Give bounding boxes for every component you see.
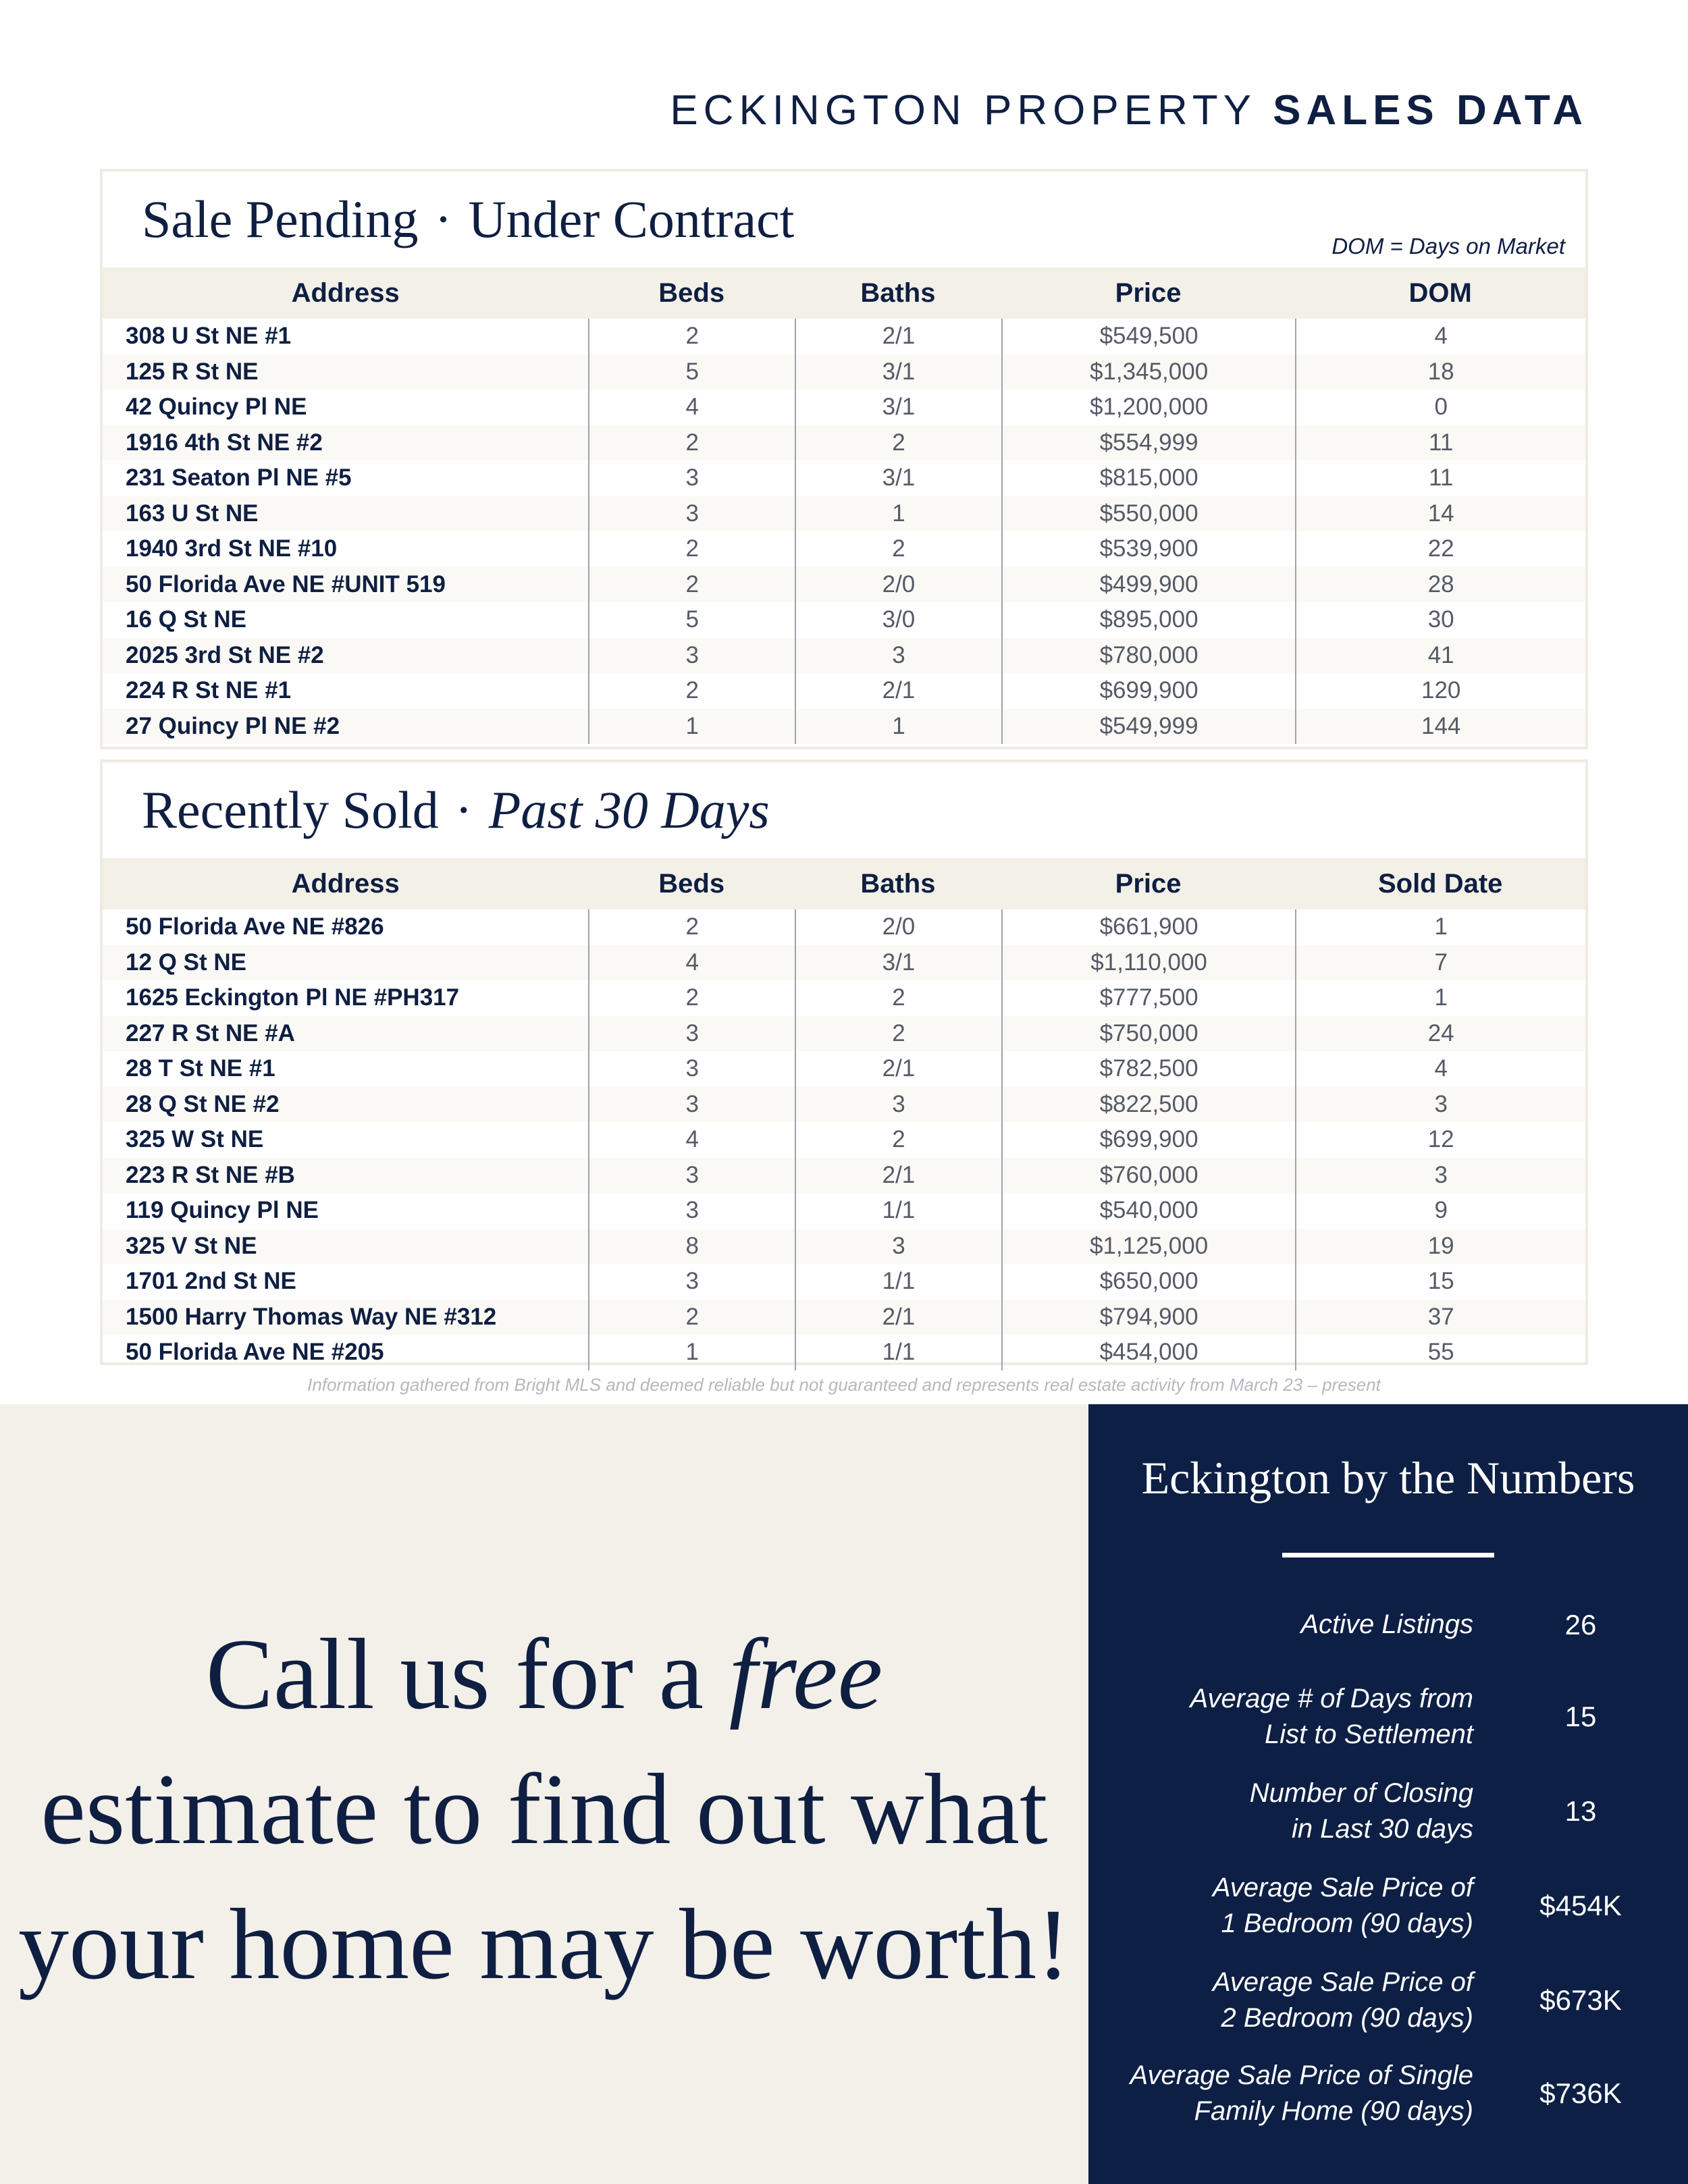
stat-label-line-1: Average Sale Price of xyxy=(1212,1873,1473,1902)
cell-address: 1940 3rd St NE #10 xyxy=(126,535,338,562)
cell-baths: 3/1 xyxy=(795,390,1001,425)
cta-line-2: estimate to find out what xyxy=(41,1753,1048,1865)
stat-item xyxy=(1088,1870,1688,1942)
cell-baths: 3/1 xyxy=(795,354,1001,390)
cell-days: 120 xyxy=(1295,673,1585,709)
cell-days: 12 xyxy=(1295,1122,1585,1158)
cell-price: $822,500 xyxy=(1001,1087,1296,1123)
stat-label-line-2: 1 Bedroom (90 days) xyxy=(1221,1909,1473,1938)
cell-baths: 2 xyxy=(795,1122,1001,1158)
cta-emphasis: free xyxy=(729,1618,883,1730)
cell-beds: 3 xyxy=(588,1016,795,1052)
cell-address: 42 Quincy Pl NE xyxy=(126,394,307,421)
cell-address: 119 Quincy Pl NE xyxy=(126,1197,319,1224)
column-header-price: Price xyxy=(1115,868,1182,899)
cell-address: 27 Quincy Pl NE #2 xyxy=(126,712,340,739)
sold-title-main: Recently Sold xyxy=(142,780,439,839)
cell-address: 231 Seaton Pl NE #5 xyxy=(126,464,352,491)
stat-label-line-1: Average Sale Price of xyxy=(1212,1967,1473,1997)
cell-days: 30 xyxy=(1295,602,1585,638)
cell-price: $540,000 xyxy=(1001,1193,1296,1229)
stat-label-line-2: in Last 30 days xyxy=(1291,1814,1473,1844)
numbers-title: Eckington by the Numbers xyxy=(1141,1452,1635,1503)
cta-line-1 xyxy=(0,1607,1088,1742)
sold-title xyxy=(142,780,770,841)
cell-days: 4 xyxy=(1295,319,1585,354)
cell-baths: 2 xyxy=(795,425,1001,461)
table-row xyxy=(103,1122,1585,1158)
table-row xyxy=(103,602,1585,638)
cell-days: 0 xyxy=(1295,390,1585,425)
table-row xyxy=(103,1264,1585,1300)
stat-label xyxy=(1088,1681,1473,1753)
table-header xyxy=(103,858,1585,909)
stat-value: $736K xyxy=(1539,2077,1622,2109)
cell-baths: 2/1 xyxy=(795,319,1001,354)
cell-beds: 8 xyxy=(588,1229,795,1264)
cell-beds: 4 xyxy=(588,945,795,981)
cell-days: 1 xyxy=(1295,909,1585,945)
table-row xyxy=(103,709,1585,745)
column-header-address: Address xyxy=(291,277,400,308)
cell-days: 18 xyxy=(1295,354,1585,390)
cell-baths: 3/1 xyxy=(795,460,1001,496)
cell-baths: 3/0 xyxy=(795,602,1001,638)
cell-price: $1,125,000 xyxy=(1001,1229,1296,1264)
cell-address: 50 Florida Ave NE #205 xyxy=(126,1339,384,1366)
cell-price: $1,110,000 xyxy=(1001,945,1296,981)
cell-price: $699,900 xyxy=(1001,673,1296,709)
cell-beds: 3 xyxy=(588,1158,795,1194)
table-row xyxy=(103,638,1585,674)
table-body xyxy=(103,319,1585,744)
table-row xyxy=(103,390,1585,425)
cell-price: $554,999 xyxy=(1001,425,1296,461)
cell-baths: 2 xyxy=(795,531,1001,567)
cell-days: 19 xyxy=(1295,1229,1585,1264)
cell-beds: 2 xyxy=(588,319,795,354)
stat-label-line-1: Average Sale Price of Single xyxy=(1130,2060,1473,2090)
cell-beds: 2 xyxy=(588,909,795,945)
stat-item xyxy=(1088,1965,1688,2036)
cell-price: $794,900 xyxy=(1001,1300,1296,1335)
title-divider xyxy=(1282,1553,1494,1557)
pending-title xyxy=(142,189,794,250)
sold-panel xyxy=(100,760,1588,1365)
cell-days: 4 xyxy=(1295,1051,1585,1087)
sold-table xyxy=(103,858,1585,1370)
stat-value: 26 xyxy=(1564,1608,1597,1641)
table-row xyxy=(103,1193,1585,1229)
cell-days: 1 xyxy=(1295,980,1585,1016)
cell-days: 11 xyxy=(1295,425,1585,461)
cell-days: 11 xyxy=(1295,460,1585,496)
table-row xyxy=(103,945,1585,981)
cell-price: $549,999 xyxy=(1001,709,1296,745)
pending-title-sub: Under Contract xyxy=(468,190,795,248)
stat-item xyxy=(1088,1607,1688,1643)
stat-item xyxy=(1088,1681,1688,1753)
cell-beds: 4 xyxy=(588,390,795,425)
column-header-baths: Baths xyxy=(860,277,936,308)
cell-address: 50 Florida Ave NE #UNIT 519 xyxy=(126,570,446,597)
cell-days: 3 xyxy=(1295,1158,1585,1194)
cell-address: 2025 3rd St NE #2 xyxy=(126,641,324,668)
pending-table xyxy=(103,267,1585,744)
cell-beds: 3 xyxy=(588,1264,795,1300)
cell-days: 28 xyxy=(1295,567,1585,603)
table-row xyxy=(103,1087,1585,1123)
cell-address: 16 Q St NE xyxy=(126,606,246,633)
table-body xyxy=(103,909,1585,1370)
cell-price: $1,345,000 xyxy=(1001,354,1296,390)
cell-price: $750,000 xyxy=(1001,1016,1296,1052)
stat-value: 15 xyxy=(1564,1701,1597,1732)
pending-title-main: Sale Pending xyxy=(142,190,419,248)
dom-legend-note: DOM = Days on Market xyxy=(1331,234,1565,259)
cell-days: 22 xyxy=(1295,531,1585,567)
stat-item xyxy=(1088,1776,1688,1847)
cta-section xyxy=(0,1404,1088,2184)
sold-title-sub: Past 30 Days xyxy=(488,780,770,839)
stat-label-line-2: List to Settlement xyxy=(1264,1720,1473,1749)
cell-price: $650,000 xyxy=(1001,1264,1296,1300)
cell-price: $699,900 xyxy=(1001,1122,1296,1158)
stat-label xyxy=(1088,2058,1473,2129)
cell-address: 28 Q St NE #2 xyxy=(126,1090,280,1117)
cell-address: 1916 4th St NE #2 xyxy=(126,429,323,456)
disclaimer-text: Information gathered from Bright MLS and deemed reliable but not guaranteed and represents real estate activity from March 23 – present xyxy=(307,1375,1381,1395)
stat-item xyxy=(1088,2058,1688,2129)
cell-price: $760,000 xyxy=(1001,1158,1296,1194)
stat-value: 13 xyxy=(1564,1795,1597,1827)
stat-label-line-2: Family Home (90 days) xyxy=(1194,2096,1473,2126)
stat-label xyxy=(1088,1776,1473,1847)
cell-price: $780,000 xyxy=(1001,638,1296,674)
cell-address: 224 R St NE #1 xyxy=(126,677,292,704)
column-header-beds: Beds xyxy=(658,277,725,308)
cell-beds: 2 xyxy=(588,425,795,461)
cell-days: 24 xyxy=(1295,1016,1585,1052)
cell-baths: 2/0 xyxy=(795,909,1001,945)
cell-address: 50 Florida Ave NE #826 xyxy=(126,913,384,940)
cell-beds: 1 xyxy=(588,709,795,745)
stat-value: $454K xyxy=(1539,1890,1622,1921)
cell-address: 325 W St NE xyxy=(126,1126,264,1153)
table-row xyxy=(103,496,1585,532)
column-header-price: Price xyxy=(1115,277,1182,308)
cell-days: 55 xyxy=(1295,1335,1585,1370)
stat-value: $673K xyxy=(1539,1984,1622,2016)
title-separator: · xyxy=(454,780,473,839)
cell-days: 37 xyxy=(1295,1300,1585,1335)
cell-baths: 3 xyxy=(795,1087,1001,1123)
table-row xyxy=(103,1335,1585,1370)
cell-price: $661,900 xyxy=(1001,909,1296,945)
table-row xyxy=(103,319,1585,354)
cell-days: 41 xyxy=(1295,638,1585,674)
cell-beds: 2 xyxy=(588,673,795,709)
cell-address: 12 Q St NE xyxy=(126,949,246,976)
cell-address: 325 V St NE xyxy=(126,1232,257,1259)
numbers-panel xyxy=(1088,1404,1688,2184)
cell-baths: 2/1 xyxy=(795,1051,1001,1087)
table-row xyxy=(103,531,1585,567)
cell-beds: 3 xyxy=(588,1051,795,1087)
table-row xyxy=(103,1158,1585,1194)
cell-baths: 1/1 xyxy=(795,1193,1001,1229)
cell-beds: 5 xyxy=(588,602,795,638)
table-row xyxy=(103,1300,1585,1335)
table-header xyxy=(103,267,1585,319)
cell-days: 7 xyxy=(1295,945,1585,981)
table-row xyxy=(103,673,1585,709)
cell-days: 3 xyxy=(1295,1087,1585,1123)
cell-baths: 2/0 xyxy=(795,567,1001,603)
title-separator: · xyxy=(434,190,452,248)
cell-beds: 2 xyxy=(588,531,795,567)
cell-address: 308 U St NE #1 xyxy=(126,323,292,350)
cell-baths: 2/1 xyxy=(795,673,1001,709)
cell-beds: 3 xyxy=(588,638,795,674)
cell-baths: 2 xyxy=(795,1016,1001,1052)
stat-label-line-2: 2 Bedroom (90 days) xyxy=(1221,2003,1473,2033)
column-header-baths: Baths xyxy=(860,868,936,899)
table-row xyxy=(103,1016,1585,1052)
cta-text xyxy=(0,1607,1088,2012)
cta-line-3: your home may be worth! xyxy=(18,1888,1070,2000)
stat-label xyxy=(1088,1870,1473,1942)
cell-beds: 3 xyxy=(588,1193,795,1229)
cell-beds: 4 xyxy=(588,1122,795,1158)
cta-line-1-text: Call us for a xyxy=(205,1618,729,1730)
cell-days: 14 xyxy=(1295,496,1585,532)
page-header xyxy=(670,86,1588,134)
cell-beds: 2 xyxy=(588,1300,795,1335)
cell-address: 125 R St NE xyxy=(126,358,259,385)
cell-baths: 3/1 xyxy=(795,945,1001,981)
stat-label-line-1: Active Listings xyxy=(1300,1609,1473,1639)
table-row xyxy=(103,425,1585,461)
table-row xyxy=(103,980,1585,1016)
cell-address: 227 R St NE #A xyxy=(126,1019,295,1046)
stat-label xyxy=(1088,1965,1473,2036)
cell-baths: 2/1 xyxy=(795,1300,1001,1335)
cell-price: $777,500 xyxy=(1001,980,1296,1016)
cell-price: $782,500 xyxy=(1001,1051,1296,1087)
cell-baths: 3 xyxy=(795,1229,1001,1264)
cell-beds: 2 xyxy=(588,980,795,1016)
cell-price: $550,000 xyxy=(1001,496,1296,532)
table-row xyxy=(103,1051,1585,1087)
cell-baths: 2/1 xyxy=(795,1158,1001,1194)
cell-beds: 2 xyxy=(588,567,795,603)
cell-address: 1625 Eckington Pl NE #PH317 xyxy=(126,984,460,1011)
cell-baths: 1/1 xyxy=(795,1335,1001,1370)
cell-address: 223 R St NE #B xyxy=(126,1161,295,1188)
cell-price: $815,000 xyxy=(1001,460,1296,496)
cell-baths: 1 xyxy=(795,709,1001,745)
cell-address: 28 T St NE #1 xyxy=(126,1055,275,1082)
cell-baths: 1 xyxy=(795,496,1001,532)
table-row xyxy=(103,909,1585,945)
pending-panel xyxy=(100,169,1588,749)
cell-beds: 5 xyxy=(588,354,795,390)
cell-price: $454,000 xyxy=(1001,1335,1296,1370)
cell-price: $549,500 xyxy=(1001,319,1296,354)
cell-days: 15 xyxy=(1295,1264,1585,1300)
cell-baths: 1/1 xyxy=(795,1264,1001,1300)
cell-address: 1500 Harry Thomas Way NE #312 xyxy=(126,1303,497,1330)
cell-address: 163 U St NE xyxy=(126,500,259,527)
table-row xyxy=(103,460,1585,496)
cell-baths: 3 xyxy=(795,638,1001,674)
table-row xyxy=(103,1229,1585,1264)
cell-days: 9 xyxy=(1295,1193,1585,1229)
cell-beds: 3 xyxy=(588,460,795,496)
cell-baths: 2 xyxy=(795,980,1001,1016)
cell-price: $1,200,000 xyxy=(1001,390,1296,425)
column-header-sold-date: Sold Date xyxy=(1377,868,1503,899)
cell-beds: 3 xyxy=(588,1087,795,1123)
cell-beds: 1 xyxy=(588,1335,795,1370)
column-header-dom: DOM xyxy=(1408,277,1472,308)
stat-label xyxy=(1088,1607,1473,1643)
column-header-beds: Beds xyxy=(658,868,725,899)
table-row xyxy=(103,567,1585,603)
column-header-address: Address xyxy=(291,868,400,899)
cell-address: 1701 2nd St NE xyxy=(126,1268,296,1295)
stat-label-line-1: Number of Closing xyxy=(1249,1778,1473,1808)
cell-days: 144 xyxy=(1295,709,1585,745)
cell-price: $499,900 xyxy=(1001,567,1296,603)
stat-label-line-1: Average # of Days from xyxy=(1190,1684,1473,1713)
header-light-text: ECKINGTON PROPERTY xyxy=(670,87,1256,134)
table-row xyxy=(103,354,1585,390)
cell-beds: 3 xyxy=(588,496,795,532)
cell-price: $539,900 xyxy=(1001,531,1296,567)
header-bold-text: SALES DATA xyxy=(1273,87,1588,134)
cell-price: $895,000 xyxy=(1001,602,1296,638)
